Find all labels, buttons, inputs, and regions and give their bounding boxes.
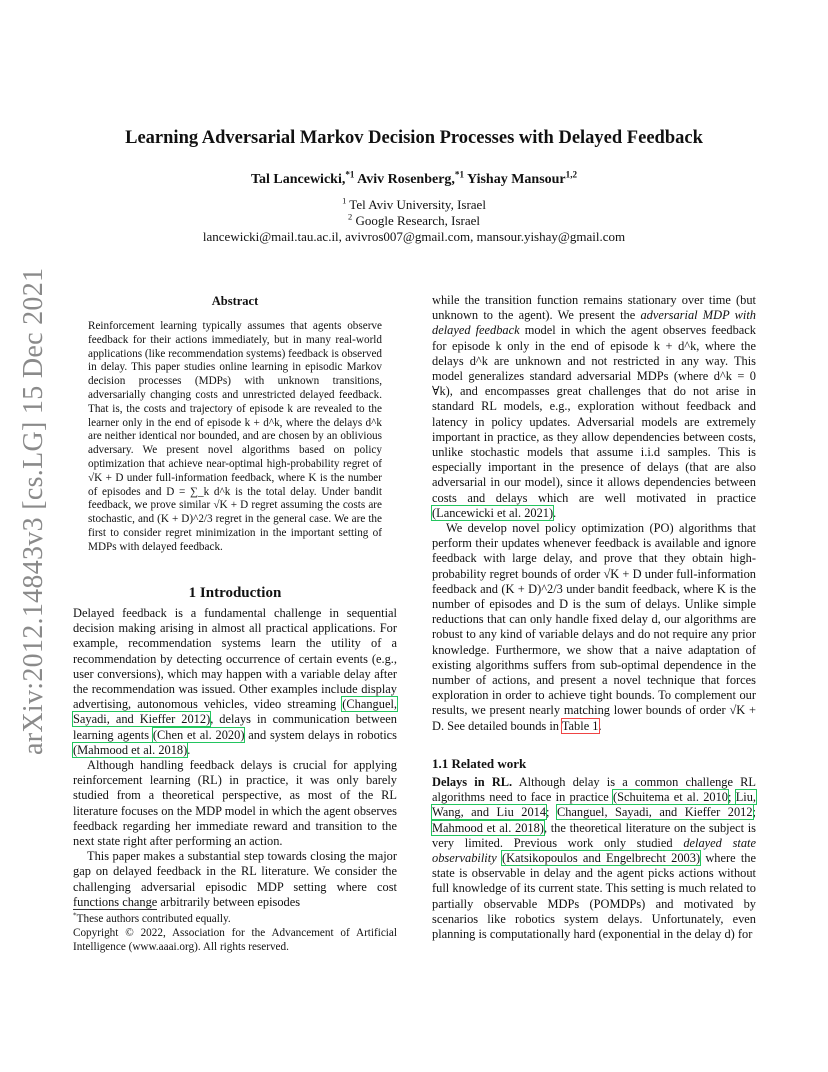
paper-title: Learning Adversarial Markov Decision Processes with Delayed Feedback [125,128,703,148]
citation-link[interactable]: (Chen et al. 2020) [152,727,245,742]
footnote-copyright: Copyright © 2022, Association for the Advancement of Artificial Intelligence (www.aaai.org). All rights reserved. [73,927,397,953]
intro-paragraph-1: Delayed feedback is a fundamental challenge in sequential decision making arising in almost all practical applications. For example, recommendation systems learn the utility of a recommendation by detecting occurrence of certain events (e.g., user conversions), which may happen with a variable delay after the recommendation was issued. Other examples include display advertising, autonomous vehicles, video streaming (Changuel, Sayadi, and Kieffer 2012), delays in communication between learning agents (Chen et al. 2020) and system delays in robotics (Mahmood et al. 2018). [73,606,397,757]
citation-link[interactable]: (Katsikopoulos and Engelbrecht 2003) [501,851,701,866]
citation-link[interactable]: Mahmood et al. 2018) [432,820,544,835]
right-paragraph-1: while the transition function remains stationary over time (but unknown to the agent). We present the adversarial MDP with delayed feedback model in which the agent observes feedback for episode k only in the end of episode k + d^k, where the delays d^k are unknown and not restricted in any way. This model generalizes standard adversarial MDPs (where d^k = 0 ∀k), and encompasses great challenges that do not arise in standard RL models, e.g., exploration without feedback and latency in policy updates. Adversarial models are extremely important in practice, as they allow dependencies between costs, unlike stochastic models that assume i.i.d samples. This is especially important in the presence of delays (that are also adversarial in our model), since it allows dependencies between costs and delays which are well motivated in practice (Lancewicki et al. 2021). [432,293,756,520]
left-column-body [73,606,397,910]
affiliation-1: $^1$ Tel Aviv University, Israel [342,195,486,212]
citation-link[interactable]: (Lancewicki et al. 2021) [432,505,554,520]
author-2: Aviv Rosenberg, [357,172,455,187]
citation-link[interactable]: (Schuitema et al. 2010 [613,790,728,805]
author-3-mark: 1,2 [565,169,578,180]
abstract-text: Reinforcement learning typically assumes that agents observe feedback for their actions immediately, but in many real-world applications (like recommendation systems) feedback is observed in delay. This paper studies online learning in episodic Markov decision processes (MDPs) with unknown transitions, adversarially changing costs and unrestricted delayed feedback. That is, the costs and trajectory of episode k are revealed to the learner only in the end of episode k + d^k, where the delays d^k are neither identical nor bounded, and are chosen by an oblivious adversary. We present novel algorithms based on policy optimization that achieve near-optimal high-probability regret of √K + D under full-information feedback, where K is the number of episodes and D = ∑_k d^k is the total delay. Under bandit feedback, we prove similar √K + D regret assuming the costs are stochastic, and (K + D)^2/3 regret in the general case. We are the first to consider regret minimization in the important setting of MDPs with delayed feedback. [88,320,382,553]
arxiv-watermark: arXiv:2012.14843v3 [cs.LG] 15 Dec 2021 [18,267,49,755]
author-1: Tal Lancewicki, [250,172,346,187]
citation-link[interactable]: (Changuel, Sayadi, and Kieffer 2012) [73,697,397,727]
abstract-heading: Abstract [211,294,259,308]
right-paragraph-2: We develop novel policy optimization (PO) algorithms that perform their updates whenever feedback is available and ignore feedback with large delay, and prove that they obtain high-probability regret bounds of order √K + D under full-information feedback and (K + D)^2/3 under bandit feedback, where K is the number of episodes and D is the sum of delays. Unlike simple reductions that can only handle fixed delay d, our algorithms are robust to any kind of variable delays and do not require any prior knowledge. Furthermore, we show that a naive adaptation of existing algorithms suffers from sub-optimal dependence in the number of actions, and present a novel technique that forces exploration in order to achieve tight bounds. To complement our results, we present nearly matching lower bounds of order √K + D. See detailed bounds in Table 1. [432,521,756,733]
footnote-equal-contribution: *These authors contributed equally. [73,911,231,925]
section-heading-introduction: 1 Introduction [188,585,282,601]
citation-link[interactable]: Liu, Wang, and Liu 2014 [432,790,756,820]
right-column-body [432,293,756,734]
affiliation-2: $^2$ Google Research, Israel [348,211,480,228]
author-3: Yishay Mansour [466,172,566,187]
footnote-rule [73,909,157,910]
subsection-heading-related-work: 1.1 Related work [432,756,527,771]
author-1-mark: *1 [345,169,355,180]
citation-link[interactable]: Changuel, Sayadi, and Kieffer 2012 [556,805,753,820]
intro-paragraph-3: This paper makes a substantial step towards closing the major gap on delayed feedback in the RL literature. We consider the challenging adversarial episodic MDP setting where cost functions change arbitrarily between episodes [73,849,397,909]
citation-link[interactable]: (Mahmood et al. 2018) [73,742,188,757]
related-work-paragraph: Delays in RL. Although delay is a common challenge RL algorithms need to face in practice (Schuitema et al. 2010; Liu, Wang, and Liu 2014; Changuel, Sayadi, and Kieffer 2012; Mahmood et al. 2018), the theoretical literature on the subject is very limited. Previous work only studied delayed state observability (Katsikopoulos and Engelbrecht 2003) where the state is observable in delay and the agent picks actions without full knowledge of its current state. This setting is much related to partially observable MDPs (POMDPs) and motivated by scenarios like robotics system delays. Unfortunately, even planning is computationally hard (exponential in the delay d) for [432,775,756,942]
author-line [0,169,828,188]
intro-paragraph-2: Although handling feedback delays is crucial for applying reinforcement learning (RL) in practice, it was only barely studied from a theoretical perspective, as most of the RL literature focuses on the MDP model in which the agent observes feedback regarding her immediate reward and transition to the next state right after performing an action. [73,758,397,849]
table-reference-link[interactable]: Table 1 [561,718,599,733]
related-work-body [432,775,756,942]
author-emails: lancewicki@mail.tau.ac.il, avivros007@gmail.com, mansour.yishay@gmail.com [202,229,626,244]
author-2-mark: *1 [454,169,464,180]
